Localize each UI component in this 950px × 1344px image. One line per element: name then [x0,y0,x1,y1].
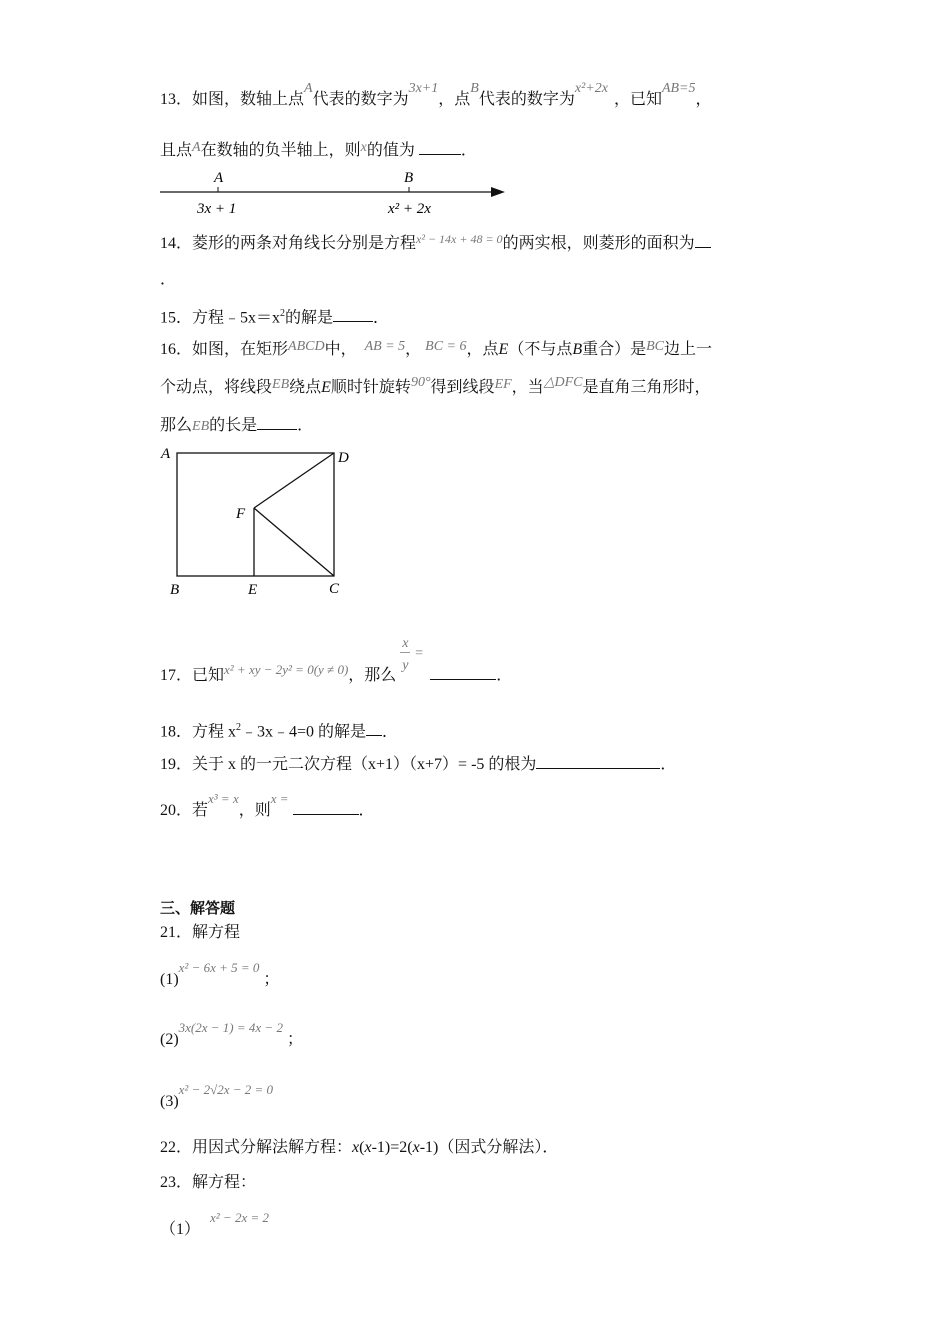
vertex-a: A [161,446,171,462]
q16-line2: 个动点，将线段EB绕点E顺时针旋转90°得到线段EF，当△DFC是直角三角形时， [160,375,711,396]
q15-line: 15．方程$﹣5x=x^2$的解是 ． [160,308,390,327]
answer-blank[interactable] [366,721,382,736]
q22-line: 22．用因式分解法解方程：x(x-1)=2(x-1)（因式分解法）． [160,1139,559,1156]
q16-line1: 16．如图，在矩形ABCD中， AB = 5， BC = 6，点E（不与点B重合）是BC边上一 [160,339,713,358]
q21-item1: $(1)^{x^2 - 6x + 5 = 0}$； [160,960,280,988]
section-heading: 三、解答题 [160,901,236,917]
point-b-symbol: B [470,81,479,96]
vertex-c: C [329,581,340,597]
q14-equation: x² − 14x + 48 = 0 [416,232,503,246]
answer-blank[interactable] [257,415,297,430]
q21-item3: $(3)^{x^2 - 2√2x - 2 = 0}$ [160,1082,274,1110]
axis-expr-b: x² + 2x [388,201,431,217]
q13-line2: 且点A在数轴的负半轴上，则x的值为 ． [160,140,477,159]
q14-line: 14．菱形的两条对角线长分别是方程$^{x^2 - 14x + 48 = 0}$的两实根，则菱形的面积为 [160,233,711,254]
q17-equation: x² + xy − 2y² = 0(y ≠ 0) [224,662,349,677]
q14-end: ． [160,271,177,288]
q21-title: 21．解方程 [160,924,241,941]
point-a-symbol: A [304,81,313,96]
answer-blank[interactable] [419,140,461,155]
q19-line: 19．关于 x 的一元二次方程（x+1）（x+7）= -5 的根为 ． [160,756,677,773]
answer-blank[interactable] [430,665,496,680]
answer-blank[interactable] [333,307,373,322]
vertex-d: D [338,450,349,466]
segment-fd [254,453,334,508]
answer-blank[interactable] [536,754,660,769]
segment-fc [254,508,334,576]
axis-label-a: A [214,170,224,186]
q18-line: 18．方程 $x^2﹣3x﹣4=0$ 的解是 ． [160,722,399,741]
q20-line: 20．若$^{x^3 = x}$，则$^{x =}$． [160,791,375,819]
arrow-head-icon [491,187,505,197]
axis-expr-a: 3x + 1 [197,201,237,217]
condition-ab: AB=5 [661,81,696,96]
rectangle-abcd [177,453,334,576]
expr-b: x²+2x [574,81,608,96]
q23-item1: $(1)^{x^2 - 2x = 2}$ [160,1210,269,1238]
rectangle-figure [155,440,360,600]
answer-blank[interactable] [695,233,711,248]
q16-line3: 那么EB的长是 ． [160,417,314,434]
point-f: F [236,506,246,522]
expr-a: 3x+1 [408,81,439,96]
q21-item2: $(2)^{3x(2x - 1) = 4x - 2}$； [160,1020,303,1048]
axis-label-b: B [404,170,414,186]
vertex-b: B [170,582,180,598]
point-e: E [248,582,258,598]
q13-line1: 13．如图，数轴上点A代表的数字为3x+1，点B代表的数字为x²+2x，已知AB=5， [160,81,712,108]
number-line-figure [155,165,515,220]
q23-title: 23．解方程： [160,1174,257,1191]
q17-line: 17．已知$^{x^2 + xy - 2y^2 = 0(y \ne 0)}$，那么 x y = ． [160,636,513,684]
fraction-x-over-y: x y = [402,636,424,673]
answer-blank[interactable] [293,800,359,815]
